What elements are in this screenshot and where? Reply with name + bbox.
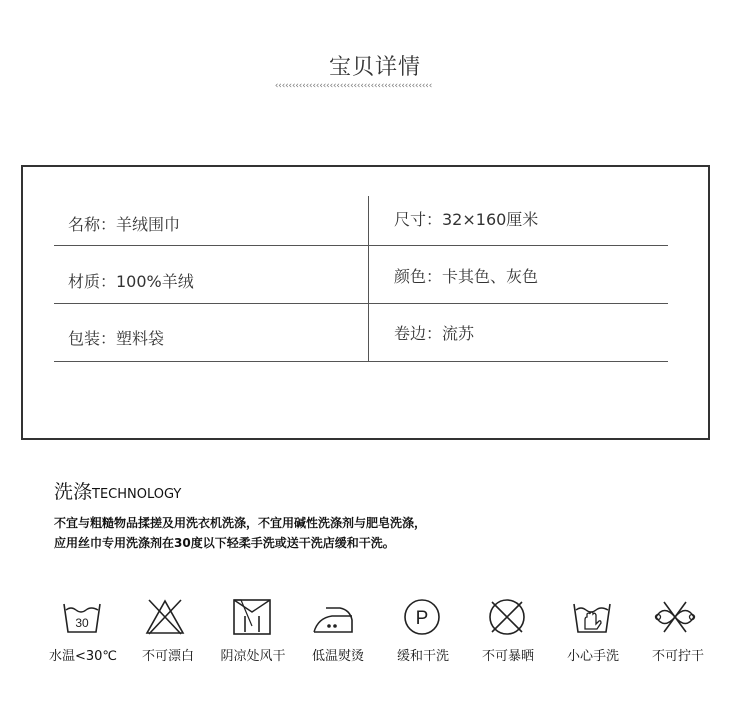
icon-label-no-bleach: 不可漂白 (141, 649, 194, 664)
shade-dry-icon (231, 596, 273, 638)
care-instruction-line-1: 不宜与粗糙物品揉搓及用洗衣机洗涤，不宜用碱性洗涤剂与肥皂洗涤， (54, 516, 427, 530)
page-title: 宝贝详情 (328, 55, 421, 80)
spec-material: 材质：100%羊绒 (68, 272, 194, 291)
icon-label-hand-wash: 小心手洗 (566, 649, 619, 664)
spec-packaging: 包装：塑料袋 (68, 329, 165, 348)
dry-clean-p-icon (401, 596, 443, 638)
spec-size: 尺寸：32×160厘米 (394, 210, 539, 229)
spec-divider-vertical (368, 196, 369, 362)
low-iron-icon (312, 596, 354, 638)
icon-label-low-iron: 低温熨烫 (311, 649, 364, 664)
spec-name: 名称：羊绒围巾 (68, 215, 181, 234)
care-title-cn: 洗涤 (54, 481, 93, 503)
no-wring-icon (654, 596, 696, 638)
spec-color: 颜色：卡其色、灰色 (394, 267, 539, 286)
spec-edge: 卷边：流苏 (394, 324, 475, 343)
care-section-title (54, 477, 181, 504)
spec-divider-row-1-right (368, 245, 668, 246)
wash-30-icon (61, 596, 103, 638)
spec-divider-row-2 (54, 303, 668, 304)
icon-label-no-sun: 不可暴晒 (481, 649, 534, 664)
title-decoration: ‹‹‹‹‹‹‹‹‹‹‹‹‹‹‹‹‹‹‹‹‹‹‹‹‹‹‹‹‹‹‹‹‹‹‹‹‹‹‹‹‹‹‹‹‹‹ (274, 82, 432, 90)
spec-divider-row-3 (54, 361, 668, 362)
icon-label-shade-dry: 阴凉处风干 (220, 649, 286, 664)
icon-label-dry-clean: 缓和干洗 (396, 649, 449, 664)
wash-temp-number: 30 (75, 616, 89, 630)
hand-wash-icon (571, 596, 613, 638)
no-bleach-icon (144, 596, 186, 638)
care-title-en: TECHNOLOGY (92, 487, 182, 502)
dry-clean-letter: P (415, 608, 429, 629)
spec-divider-row-1 (54, 245, 368, 246)
icon-label-no-wring: 不可拧干 (651, 649, 704, 664)
no-sun-icon (486, 596, 528, 638)
care-instruction-line-2: 应用丝巾专用洗涤剂在30度以下轻柔手洗或送干洗店缓和干洗。 (54, 536, 395, 550)
icon-label-wash-temp: 水温<30℃ (48, 649, 118, 664)
